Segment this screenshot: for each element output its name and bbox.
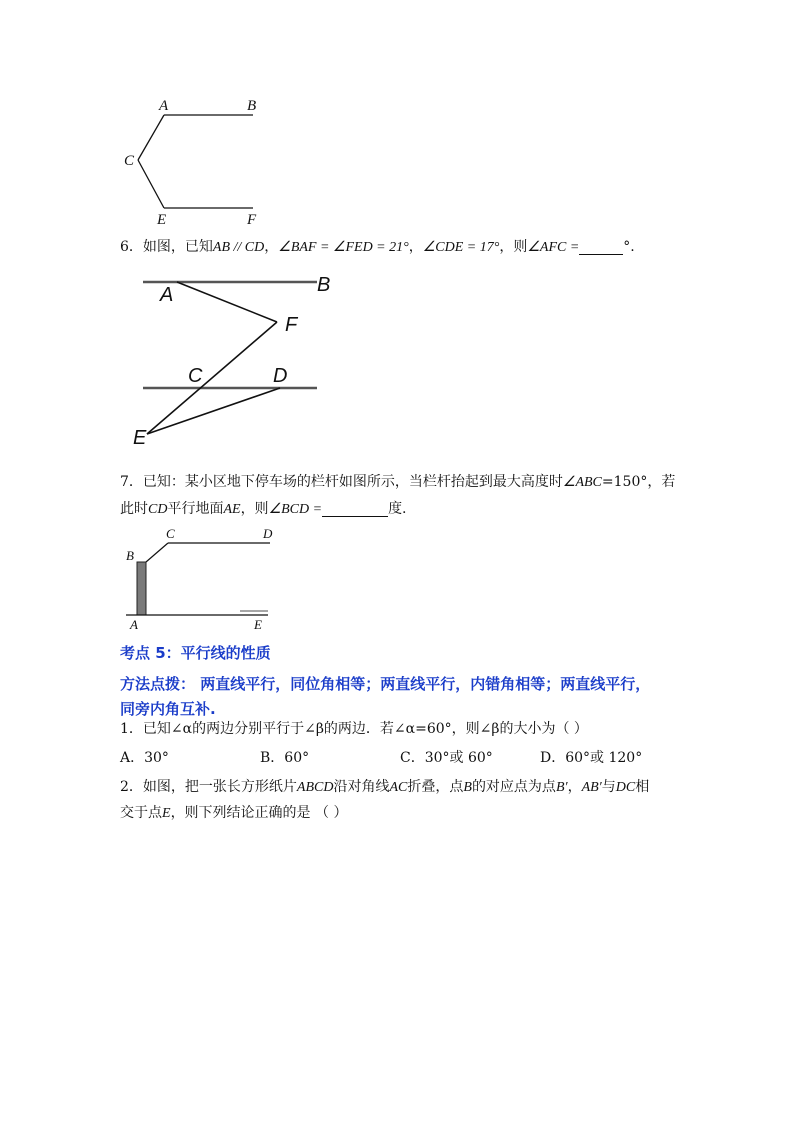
q6-cond3: ∠CDE = 17° [422,240,500,255]
q7-ask: ∠BCD = [268,502,323,517]
question-6 [120,240,635,255]
p2-abprime: AB′ [581,780,602,795]
figure-q6 [125,266,345,456]
q6-cond1: AB // CD [212,240,265,255]
answer-blank [579,242,623,255]
figure-q7 [118,524,278,634]
label-f: F [285,314,298,336]
label-b: B [126,548,134,563]
q7-angle: ∠ABC [562,475,602,490]
q7-ae: AE [223,502,241,517]
problem-1-stem: 1．已知∠α的两边分别平行于∠β的两边．若∠α=60°，则∠β的大小为（ ） [120,721,588,737]
section-title: 考点 5：平行线的性质 [120,644,271,662]
method-tip-line-1: 方法点拨： 两直线平行，同位角相等；两直线平行，内错角相等；两直线平行， [120,675,651,693]
q6-prefix: 6．如图，已知 [120,239,213,255]
p2-dc: DC [615,780,636,795]
label-c: C [166,526,175,541]
problem-2-line-1 [120,780,649,795]
label-e: E [157,212,167,228]
label-a: A [130,617,138,632]
question-7-line-2 [120,502,407,517]
option-d[interactable]: D．60°或 120° [540,750,643,766]
p2-b: B [463,780,472,795]
option-c[interactable]: C．30°或 60° [400,750,493,766]
label-d: D [263,526,273,541]
q7-text-d: 平行地面 [167,501,224,517]
option-b[interactable]: B．60° [260,750,310,766]
q6-mid: ，则 [499,239,528,255]
label-b: B [247,98,257,114]
p2-text-d: 的对应点为点 [471,779,556,795]
q7-text-b: =150°，若 [601,474,676,490]
p2-text-c: 折叠，点 [407,779,464,795]
p2-ac: AC [389,780,408,795]
q6-cond2: ∠BAF = ∠FED = 21° [278,240,409,255]
label-e: E [254,617,262,632]
p2-text-f: 相 [635,779,650,795]
q7-text-e: ，则 [240,501,269,517]
label-c: C [124,153,135,169]
method-tip-line-2: 同旁内角互补. [120,700,216,718]
label-c: C [188,365,203,387]
figure-abcef [110,92,280,232]
p2-e: E [162,806,171,821]
label-b: B [317,274,331,296]
answer-blank [322,504,388,517]
label-a: A [160,284,174,306]
problem-2-line-2 [120,806,347,821]
question-7-line-1 [120,475,675,490]
q6-sep1: ， [264,239,279,255]
p2-text-h: ，则下列结论正确的是 （ ） [170,805,348,821]
q7-text: 7．已知：某小区地下停车场的栏杆如图所示，当栏杆抬起到最大高度时 [120,474,563,490]
p2-abcd: ABCD [296,780,334,795]
q6-ask: ∠AFC = [527,240,580,255]
q6-end: °. [623,239,635,255]
p2-text-g: 交于点 [120,805,162,821]
p2-bprime: B′ [555,780,568,795]
p2-text-e: 与 [601,779,616,795]
label-d: D [273,365,288,387]
label-e: E [133,427,147,449]
label-a: A [159,98,169,114]
p2-comma: ， [567,779,582,795]
q7-end: 度. [388,501,407,517]
q7-cd: CD [148,502,168,517]
q7-text-c: 此时 [120,501,148,517]
q6-sep2: ， [408,239,423,255]
p2-text-a: 2．如图，把一张长方形纸片 [120,779,297,795]
p2-text-b: 沿对角线 [333,779,390,795]
label-f: F [247,212,257,228]
option-a[interactable]: A．30° [120,750,169,766]
